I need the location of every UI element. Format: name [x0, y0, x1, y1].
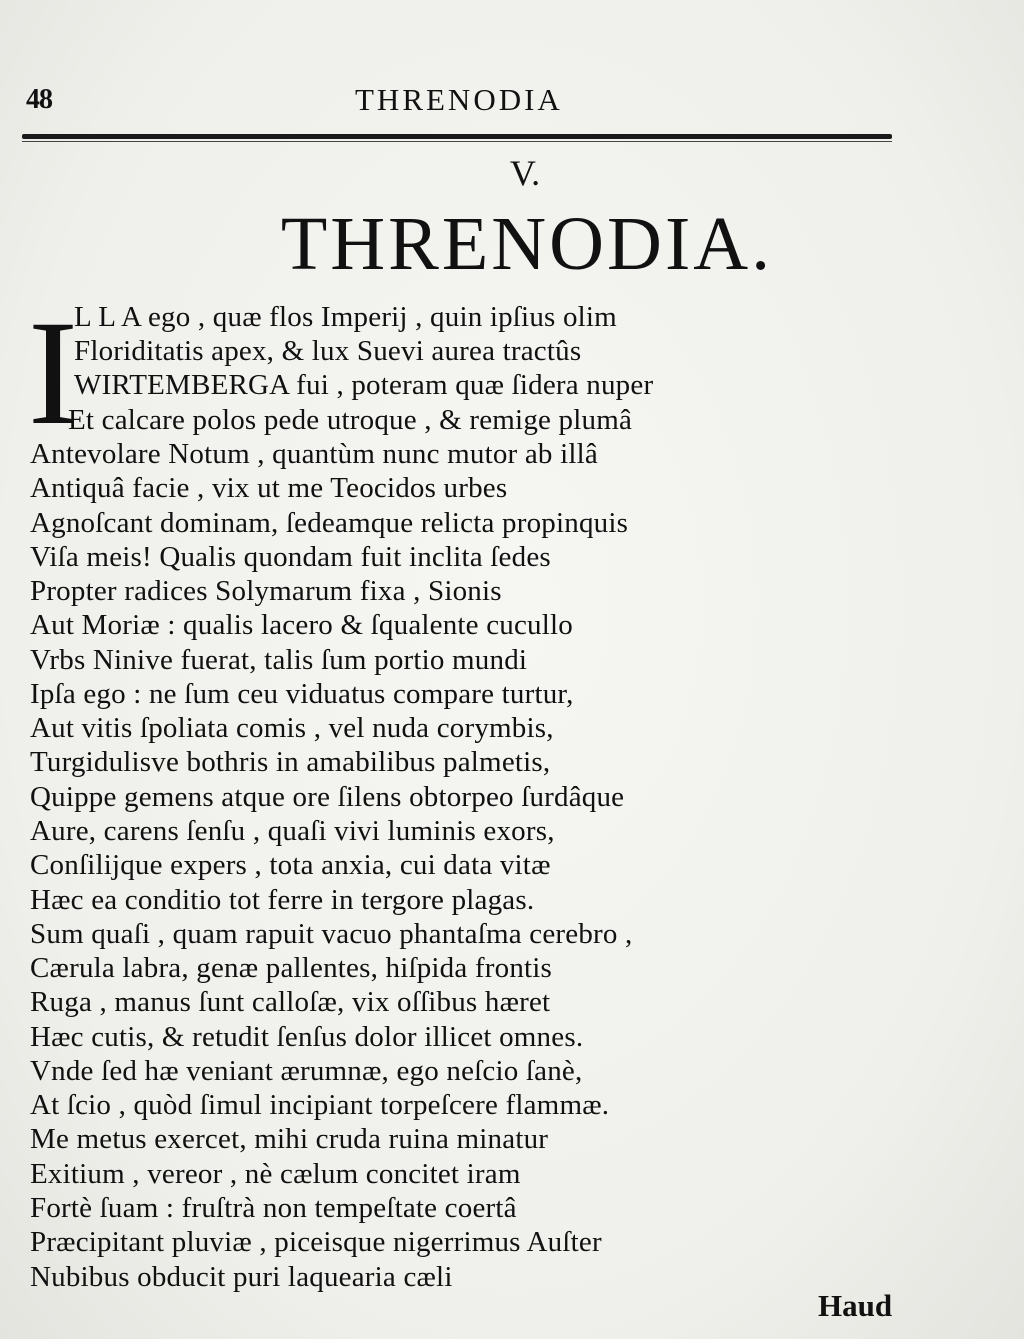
poem-line: Hæc cutis, & retudit ſenſus dolor illicet omnes. — [30, 1021, 584, 1053]
header-rule — [22, 134, 892, 139]
poem-line: Me metus exercet, mihi cruda ruina minatur — [30, 1123, 549, 1155]
section-number: V. — [509, 153, 541, 193]
poem-title: THRENODIA. — [280, 202, 774, 286]
poem-line: Fortè ſuam : fruſtrà non tempeſtate coertâ — [30, 1192, 517, 1224]
drop-cap: I — [28, 290, 78, 456]
poem-line: Propter radices Solymarum fixa , Sionis — [30, 575, 502, 607]
poem-line: Quippe gemens atque ore ſilens obtorpeo ſurdâque — [30, 781, 625, 813]
page-number: 48 — [26, 84, 52, 115]
poem-line: Aure, carens ſenſu , quaſi vivi luminis exors, — [30, 815, 555, 847]
poem-line: Exitium , vereor , nè cælum concitet iram — [30, 1158, 521, 1190]
poem-line: Et calcare polos pede utroque , & remige plumâ — [68, 404, 633, 436]
poem-line: Vnde ſed hæ veniant ærumnæ, ego neſcio ſanè, — [30, 1055, 583, 1087]
poem-line: Hæc ea conditio tot ferre in tergore plagas. — [30, 884, 535, 916]
poem-line: Viſa meis! Qualis quondam fuit inclita ſedes — [30, 541, 551, 573]
poem-line: Ruga , manus ſunt calloſæ, vix oſſibus hæret — [30, 986, 551, 1018]
header-rule-thin — [22, 141, 892, 142]
poem-line: Agnoſcant dominam, ſedeamque relicta propinquis — [30, 507, 629, 539]
poem-line: Præcipitant pluviæ , piceisque nigerrimus Auſter — [30, 1226, 602, 1258]
running-head: THRENODIA — [355, 82, 563, 117]
poem-line: Floriditatis apex, & lux Suevi aurea tractûs — [74, 335, 582, 367]
poem-line: Conſilijque expers , tota anxia, cui data vitæ — [30, 849, 551, 881]
poem-line: Antevolare Notum , quantùm nunc mutor ab illâ — [30, 438, 598, 470]
poem-line: Nubibus obducit puri laquearia cæli — [30, 1261, 453, 1293]
poem-line: Antiquâ facie , vix ut me Teocidos urbes — [30, 472, 508, 504]
poem-line: Vrbs Ninive fuerat, talis ſum portio mundi — [30, 644, 528, 676]
poem-line: Ipſa ego : ne ſum ceu viduatus compare turtur, — [30, 678, 574, 710]
poem-line: WIRTEMBERGA fui , poteram quæ ſidera nuper — [74, 369, 654, 401]
poem-line: Cærula labra, genæ pallentes, hiſpida frontis — [30, 952, 553, 984]
catchword: Haud — [818, 1288, 893, 1323]
poem-line: At ſcio , quòd ſimul incipiant torpeſcere flammæ. — [30, 1089, 610, 1121]
poem-line: Aut Moriæ : qualis lacero & ſqualente cucullo — [30, 609, 573, 641]
poem-line: Sum quaſi , quam rapuit vacuo phantaſma cerebro , — [30, 918, 633, 950]
poem-line: Turgidulisve bothris in amabilibus palmetis, — [30, 746, 551, 778]
poem-line: L L A ego , quæ flos Imperij , quin ipſius olim — [74, 301, 617, 333]
page-header — [20, 78, 900, 118]
poem-line: Aut vitis ſpoliata comis , vel nuda corymbis, — [30, 712, 554, 744]
